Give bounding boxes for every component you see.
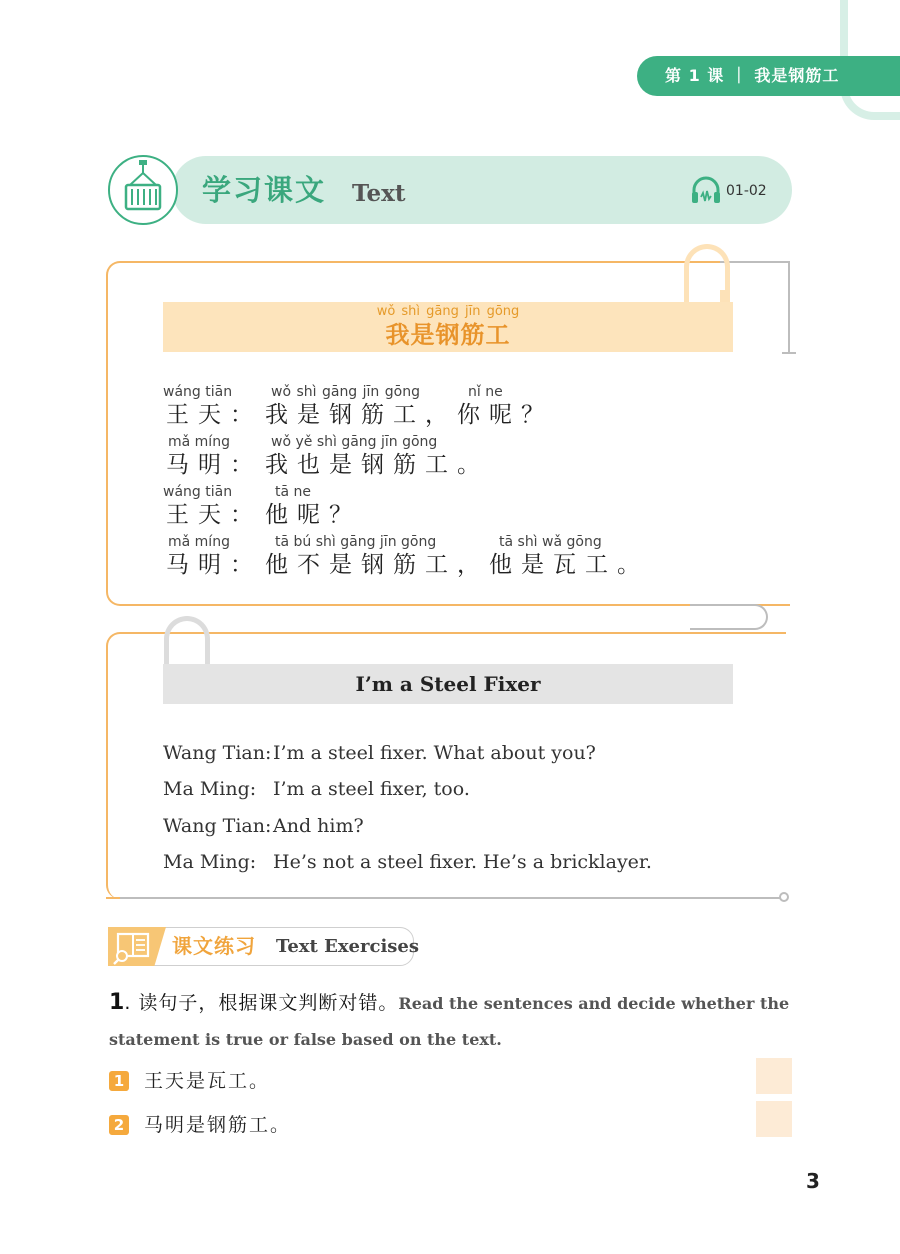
exercise-item: 马明是钢筋工。 — [144, 1114, 292, 1136]
lesson-tab: 第 1 课 ｜ 我是钢筋工 — [637, 56, 900, 96]
frame-line — [782, 352, 796, 354]
line-zh: 他不是钢筋工，他是瓦工。 — [265, 552, 649, 578]
frame-line — [120, 897, 780, 899]
frame-dot — [779, 892, 789, 902]
translation-line: I’m a steel fixer, too. — [273, 778, 470, 800]
line-zh: 我是钢筋工，你呢？ — [265, 402, 553, 428]
translation-line: And him? — [273, 815, 364, 837]
container-crane-icon — [110, 157, 176, 223]
line-pinyin: nǐ ne — [468, 384, 503, 400]
speaker-zh: 王天： — [166, 402, 262, 428]
line-zh: 我也是钢筋工。 — [265, 452, 489, 478]
translation-speaker: Wang Tian: — [163, 815, 272, 837]
exercises-title-zh: 课文练习 — [172, 934, 256, 958]
section-title-en: Text — [352, 180, 406, 207]
question-prompt — [109, 987, 789, 1020]
item-number-badge: 1 — [109, 1071, 129, 1091]
speaker-zh: 王天： — [166, 502, 262, 528]
item-number-badge: 2 — [109, 1115, 129, 1135]
answer-box[interactable] — [756, 1058, 792, 1094]
line-pinyin: tā bú shì gāng jīn gōng — [275, 534, 437, 550]
speaker-zh: 马明： — [166, 552, 262, 578]
translation-title: I’m a Steel Fixer — [163, 664, 733, 704]
translation-line: He’s not a steel fixer. He’s a bricklayer. — [273, 851, 652, 873]
speaker-pinyin: mǎ míng — [168, 434, 230, 450]
frame-line — [106, 884, 120, 899]
headphones-icon[interactable] — [690, 175, 722, 205]
speaker-pinyin: mǎ míng — [168, 534, 230, 550]
speaker-pinyin: wáng tiān — [163, 484, 233, 500]
translation-speaker: Ma Ming: — [163, 851, 257, 873]
page-number: 3 — [806, 1169, 820, 1193]
frame-curve — [690, 604, 768, 630]
frame-line — [720, 261, 790, 263]
line-pinyin: wǒ yě shì gāng jīn gōng — [271, 434, 438, 450]
line-pinyin: tā ne — [275, 484, 312, 500]
section-title-zh: 学习课文 — [202, 173, 327, 207]
line-pinyin: tā shì wǎ gōng — [499, 534, 602, 550]
question-number: 1 — [109, 990, 125, 1015]
exercise-item: 王天是瓦工。 — [144, 1070, 271, 1092]
text-title-zh: 我是钢筋工 — [385, 321, 511, 349]
question-prompt-en-cont: statement is true or false based on the text. — [109, 1030, 502, 1049]
frame-line — [788, 261, 790, 353]
book-magnifier-icon — [112, 929, 156, 965]
speaker-pinyin: wáng tiān — [163, 384, 233, 400]
audio-track-code: 01-02 — [726, 183, 767, 199]
question-prompt-zh: . 读句子，根据课文判断对错。 — [124, 992, 399, 1014]
translation-speaker: Wang Tian: — [163, 742, 272, 764]
question-prompt-en: Read the sentences and decide whether the — [398, 994, 790, 1013]
line-zh: 他呢？ — [265, 502, 361, 528]
speaker-zh: 马明： — [166, 452, 262, 478]
translation-line: I’m a steel fixer. What about you? — [273, 742, 596, 764]
text-title-pinyin: wǒ shì gāng jīn gōng — [376, 304, 520, 319]
section-icon-badge — [108, 155, 178, 225]
translation-speaker: Ma Ming: — [163, 778, 257, 800]
exercises-title-en: Text Exercises — [276, 936, 419, 957]
line-pinyin: wǒ shì gāng jīn gōng — [271, 384, 420, 400]
answer-box[interactable] — [756, 1101, 792, 1137]
